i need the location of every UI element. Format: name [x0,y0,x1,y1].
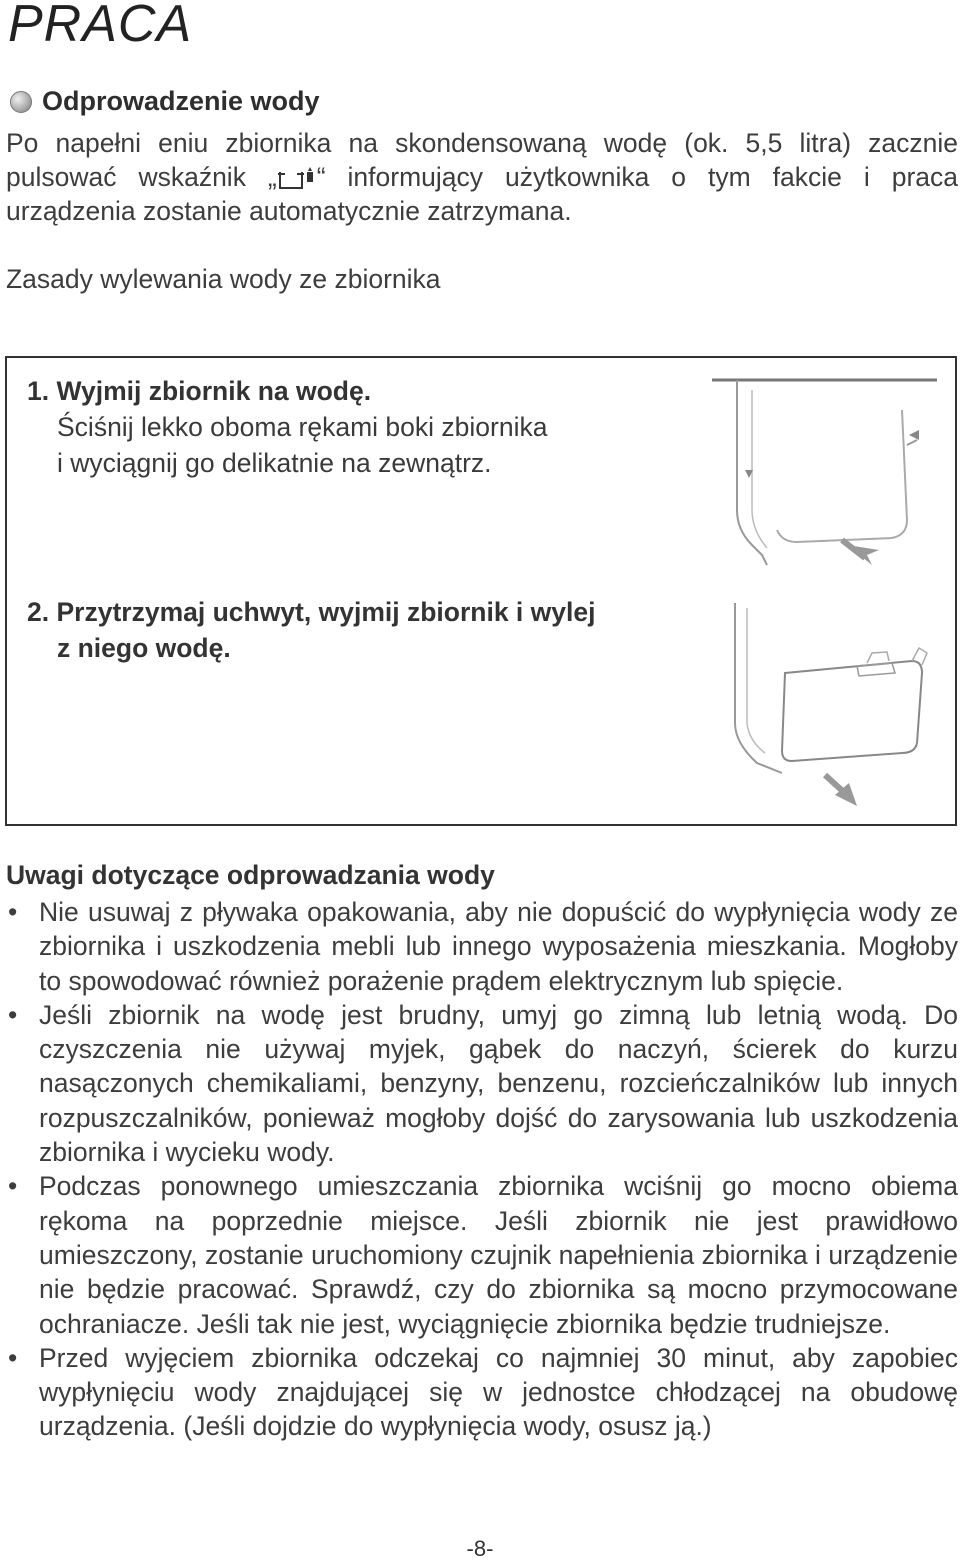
notes-heading: Uwagi dotyczące odprowadzania wody [6,860,495,890]
step-1-title: 1. Wyjmij zbiornik na wodę. [27,376,372,406]
step-2 [27,594,595,666]
step-2-line-2: z niego wodę. [57,633,231,663]
bullet-circle-icon [10,91,32,113]
list-item [6,895,958,998]
section-heading [10,86,320,117]
tank-full-indicator-icon [277,166,317,192]
intro-text-start: Po napełni eniu zbiornika na skondensowaną wodę (ok. 5,5 litra) zacznie pulsować wskaźnik „ [6,128,958,192]
instruction-figure [5,356,957,826]
tank-removal-illustration [707,370,947,575]
subheading: Zasady wylewania wody ze zbiornika [6,264,441,294]
bullet-mark: • [8,999,18,1030]
list-item [6,1169,958,1340]
list-item [6,998,958,1169]
list-item [6,1341,958,1444]
step-1 [27,373,547,481]
note-text: Jeśli zbiornik na wodę jest brudny, umyj go zimną lub letnią wodą. Do czyszczenia nie używaj myjek, gąbek do naczyń, ścierek do kurzu nasączonych chemikaliami, benzyny, benzenu, rozcieńczalników lub innych rozpuszczalników, ponieważ mogłoby dojść do zarysowania lub uszkodzenia zbiornika i wycieku wody. [39,999,958,1168]
page-number: -8- [466,1536,494,1561]
step-1-line-2: i wyciągnij go delikatnie na zewnątrz. [57,448,492,478]
note-text: Przed wyjęciem zbiornika odczekaj co najmniej 30 minut, aby zapobiec wypłynięciu wody znajdującej się w jednostce chłodzącej na obudowę urządzenia. (Jeśli dojdzie do wypłynięcia wody, osusz ją.) [39,1342,958,1442]
note-text: Podczas ponownego umieszczania zbiornika wciśnij go mocno obiema rękoma na poprzednie miejsce. Jeśli zbiornik nie jest prawidłowo umieszczony, zostanie uruchomiony czujnik napełnienia zbiornika i urządzenie nie będzie pracować. Sprawdź, czy do zbiornika są mocno przymocowane ochraniacze. Jeśli tak nie jest, wyciągnięcie zbiornika będzie trudniejsze. [39,1171,958,1339]
intro-paragraph [6,126,958,228]
step-1-line-1: Ściśnij lekko oboma rękami boki zbiornika [57,412,548,442]
bullet-mark: • [8,1342,18,1373]
tank-emptying-illustration [707,603,947,818]
bullet-mark: • [8,1171,18,1202]
page-title: PRACA [8,0,193,53]
bullet-mark: • [8,897,18,927]
note-text: Nie usuwaj z pływaka opakowania, aby nie dopuścić do wypłynięcia wody ze zbiornika i uszkodzenia mebli lub innego wyposażenia mieszkania. Mogłoby to spowodować również porażenie prądem elektrycznym lub spięcie. [39,897,958,996]
intro-text-end: “ informujący użytkownika o tym fakcie i praca urządzenia zostanie automatycznie zatrzymana. [6,162,958,226]
section-heading-text: Odprowadzenie wody [42,86,320,116]
step-2-line-1: 2. Przytrzymaj uchwyt, wyjmij zbiornik i wylej [27,597,596,627]
notes-list [6,895,958,1444]
